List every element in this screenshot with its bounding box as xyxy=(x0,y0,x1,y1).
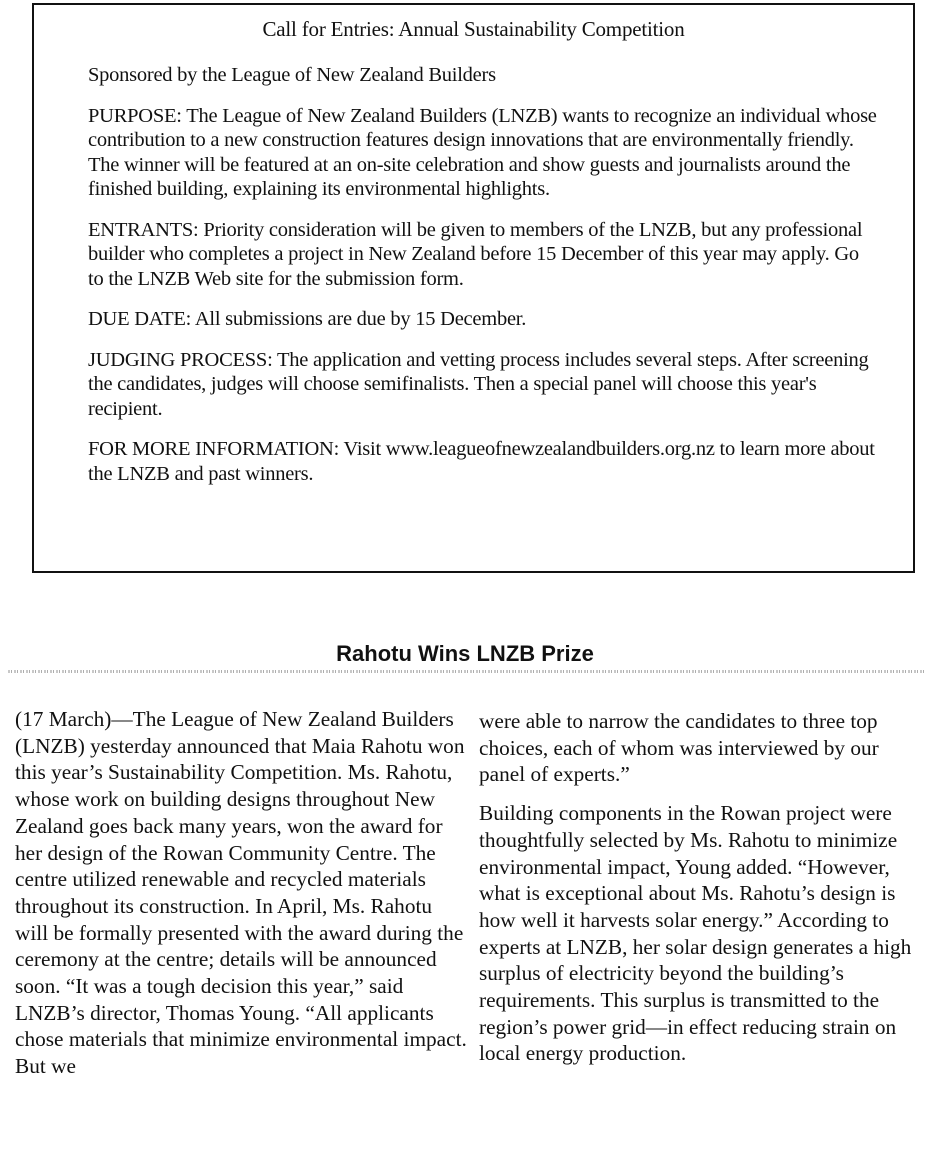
call-for-entries-notice xyxy=(32,3,915,573)
notice-entrants: ENTRANTS: Priority consideration will be given to members of the LNZB, but any professional builder who completes a project in New Zealand before 15 December of this year may apply. Go to the LNZB Web site for the submission form. xyxy=(88,218,863,290)
headline-divider xyxy=(8,670,924,673)
notice-title: Call for Entries: Annual Sustainability Competition xyxy=(262,17,685,41)
article-left-column xyxy=(15,706,470,1092)
notice-more-information: FOR MORE INFORMATION: Visit www.leagueofnewzealandbuilders.org.nz to learn more about the LNZB and past winners. xyxy=(88,438,875,485)
article-paragraph: Building components in the Rowan project were thoughtfully selected by Ms. Rahotu to minimize environmental impact, Young added. “However, what is exceptional about Ms. Rahotu’s design is how well it harvests solar energy.” According to experts at LNZB, her solar design generates a high surplus of electricity beyond the building’s requirements. This surplus is transmitted to the region’s power grid—in effect reducing strain on local energy production. xyxy=(479,801,912,1066)
article-paragraph: (17 March)—The League of New Zealand Builders (LNZB) yesterday announced that Maia Rahotu won this year’s Sustainability Competition. Ms. Rahotu, whose work on building designs throughout New Zealand goes back many years, won the award for her design of the Rowan Community Centre. The centre utilized renewable and recycled materials throughout its construction. In April, Ms. Rahotu will be formally presented with the award during the ceremony at the centre; details will be announced soon. “It was a tough decision this year,” said LNZB’s director, Thomas Young. “All applicants chose materials that minimize environmental impact. But we xyxy=(15,707,467,1079)
article-right-column xyxy=(479,708,919,1079)
notice-due-date: DUE DATE: All submissions are due by 15 December. xyxy=(88,308,527,330)
article-paragraph: were able to narrow the candidates to three top choices, each of whom was interviewed by our panel of experts.” xyxy=(479,709,879,787)
notice-sponsor: Sponsored by the League of New Zealand Builders xyxy=(88,64,496,86)
notice-judging-process: JUDGING PROCESS: The application and vetting process includes several steps. After screening the candidates, judges will choose semifinalists. Then a special panel will choose this year's recipient. xyxy=(88,348,869,420)
article-headline: Rahotu Wins LNZB Prize xyxy=(336,641,594,666)
notice-purpose: PURPOSE: The League of New Zealand Builders (LNZB) wants to recognize an individual whose contribution to a new construction features design innovations that are environmentally friendly. The winner will be featured at an on-site celebration and show guests and journalists around the finished building, explaining its environmental highlights. xyxy=(88,104,877,200)
notice-body xyxy=(88,63,878,502)
